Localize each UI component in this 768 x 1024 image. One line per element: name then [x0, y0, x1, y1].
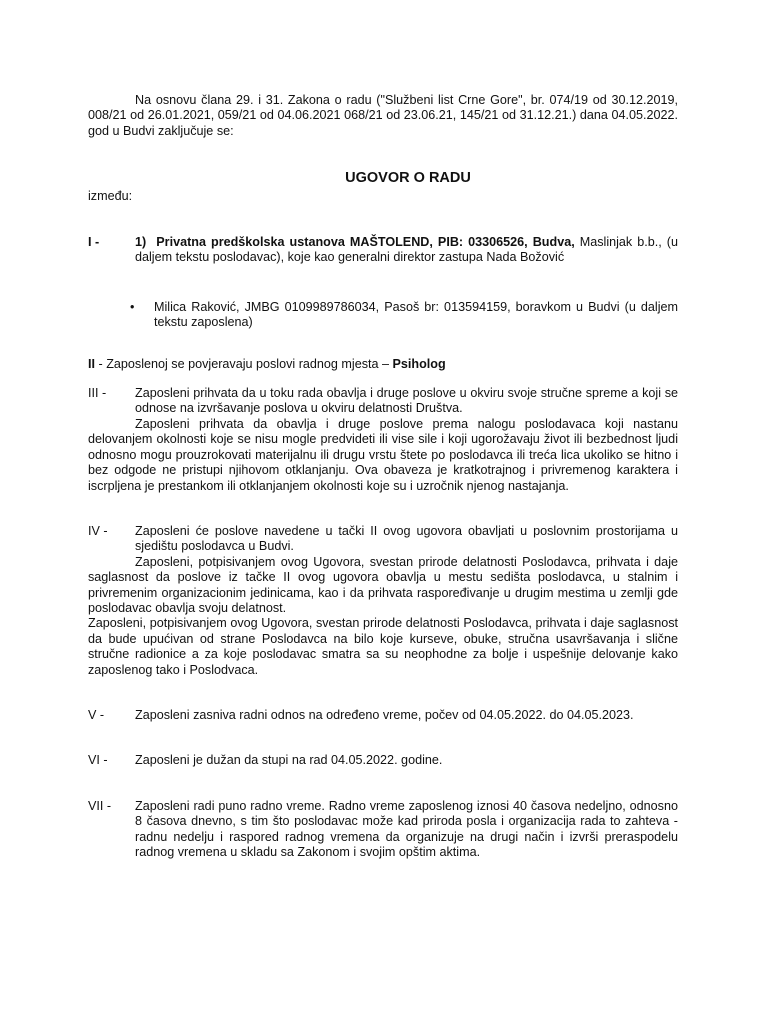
bullet-employee: [130, 300, 678, 331]
section-1-party-bold: Privatna predškolska ustanova MAŠTOLEND, PIB: 03306526, Budva,: [156, 235, 575, 250]
section-3-p2: Zaposleni prihvata da obavlja i druge poslove prema nalogu poslodavaca koji nastanu delovanjem okolnosti koje se nisu mogle predvideti ili vise sile i koji ugorožavaju život ili bezbednost ljudi odnosno mogu prouzrokovati materijalnu ili drugu vrstu štete po poslodavca ili treća lica ukoliko se hitno i bez odgode ne pristupi njihovom otklanjanju. Ova obaveza je kratkotrajnog i privremenog karaktera i iscrpljena je prestankom ili otklanjanjem okolnosti koje su i uzročnik njenog nastajanja.: [88, 416, 678, 493]
section-7: [88, 799, 678, 861]
section-4: [88, 524, 678, 555]
section-4-number: IV -: [88, 523, 108, 538]
section-7-text: Zaposleni radi puno radno vreme. Radno vreme zaposlenog iznosi 40 časova nedeljno, odnosno 8 časova dnevno, s tim što poslodavac može kad priroda posla i organizacija rada to zahteva - radnu nedelju i raspored radnog vremena da organizuje na drugi način i izvrši preraspodelu radnog vremena u skladu sa Zakonom i svojim opštim aktima.: [135, 798, 678, 859]
section-2-position: Psiholog: [392, 356, 446, 371]
section-2-number: II: [88, 356, 95, 371]
bullet-dot-icon: •: [130, 299, 135, 314]
section-6-text: Zaposleni je dužan da stupi na rad 04.05.2022. godine.: [135, 753, 443, 768]
section-1: [88, 235, 678, 266]
section-5: [88, 708, 678, 723]
section-3-p1: Zaposleni prihvata da u toku rada obavlja i druge poslove u okviru svoje stručne spreme a koji se odnose na izvršavanje poslova u okviru delatnosti Društva.: [135, 386, 678, 416]
intro-paragraph: Na osnovu člana 29. i 31. Zakona o radu ("Službeni list Crne Gore", br. 074/19 od 30.12.2019, 008/21 od 26.01.2021, 059/21 od 04.06.2021 068/21 od 23.06.21, 145/21 od 31.12.21.) dana 04.05.2022. god u Budvi zaključuje se:: [88, 93, 678, 138]
section-5-number: V -: [88, 707, 105, 722]
section-4-p2: Zaposleni, potpisivanjem ovog Ugovora, svestan prirode delatnosti Poslodavca, prihvata i daje saglasnost da poslove iz tačke II ovog ugovora obavlja u mestu sedišta poslodavca, u stalnim i privremenim organizacionim jedinicama, kao i da prihvata raspoređivanje u drugim mestima u zemlji gde poslodavac obavlja svoju delatnost.: [88, 554, 678, 615]
section-6-number: VI -: [88, 753, 108, 768]
section-7-number: VII -: [88, 798, 112, 813]
section-3-number: III -: [88, 386, 107, 401]
section-2: [88, 357, 678, 372]
document-title: UGOVOR O RADU: [345, 170, 471, 187]
contract-document: [88, 93, 678, 860]
section-1-party-rest: Maslinjak b.b., (u daljem tekstu poslodavac), koje kao generalni direktor zastupa Nada Božović: [135, 235, 678, 265]
section-2-text: - Zaposlenoj se povjeravaju poslovi radnog mjesta –: [95, 356, 393, 371]
section-1-sub: 1): [135, 235, 147, 250]
section-5-text: Zaposleni zasniva radni odnos na određeno vreme, počev od 04.05.2022. do 04.05.2023.: [135, 707, 634, 722]
section-4-p1: Zaposleni će poslove navedene u tački II ovog ugovora obavljati u poslovnim prostorijama u sjedištu poslodavca u Budvi.: [135, 523, 678, 554]
section-4-p3: Zaposleni, potpisivanjem ovog Ugovora, svestan prirode delatnosti Poslodavca, prihvata i daje saglasnost da bude upućivan od strane Poslodavca na bilo koje kurseve, obuke, stručna usavršavanja i slične stručne radionice a za koje poslodavac smatra sa su neophodne za bolje i uspešnije delovanje kako zaposlenog tako i Poslodvaca.: [88, 616, 678, 677]
section-6: [88, 753, 678, 768]
section-3: [88, 386, 678, 417]
employee-details: Milica Raković, JMBG 0109989786034, Pasoš br: 013594159, boravkom u Budvi (u daljem tekstu zaposlena): [154, 299, 678, 330]
section-1-number: I -: [88, 235, 100, 250]
between-label: između:: [88, 188, 133, 203]
